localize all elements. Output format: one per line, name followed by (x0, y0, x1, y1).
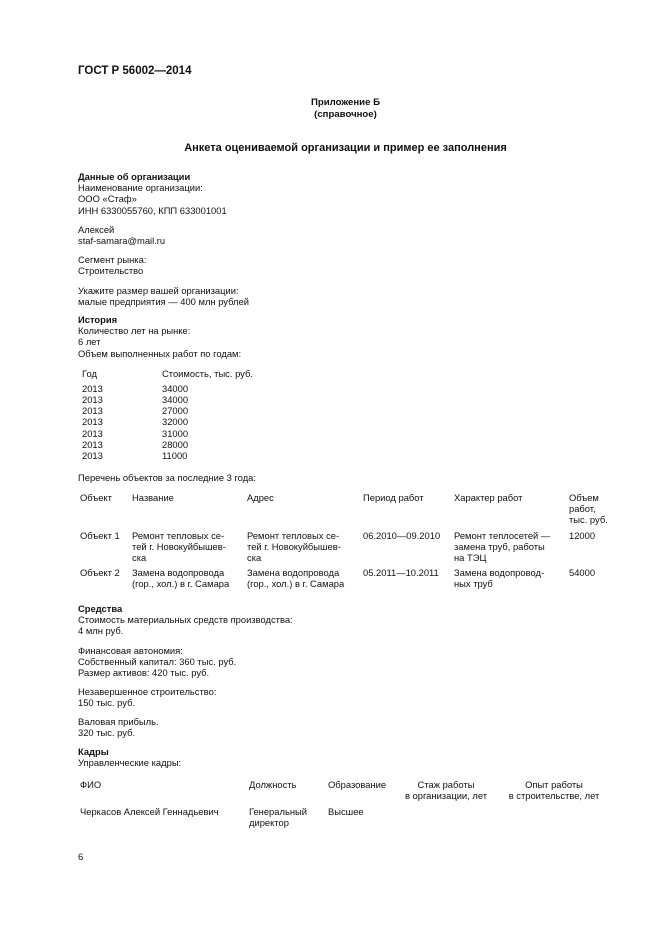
year-cell: 2013 (82, 382, 103, 394)
unfinished-section (78, 686, 216, 708)
history-heading: История (78, 314, 118, 325)
education-cell: Высшее (328, 806, 364, 817)
volume-label: Объем выполненных работ по годам: (78, 347, 242, 359)
staff-heading: Кадры (78, 746, 109, 757)
size-section (78, 285, 249, 307)
object-cell: Объект 2 (80, 567, 120, 578)
period-cell: 05.2011—10.2011 (363, 567, 439, 578)
work-type-cell: Замена водопровод- ных труб (454, 567, 545, 590)
contact-section (78, 224, 165, 246)
autonomy-label: Финансовая автономия: (78, 645, 183, 656)
fio-cell: ФИО (80, 779, 102, 790)
cost-cell: 34000 (162, 382, 189, 394)
appendix-title: Приложение Б (311, 97, 380, 108)
org-name-value: ООО «Стаф» (78, 193, 137, 205)
object-cell: Объект 1 (80, 530, 120, 541)
document-code: ГОСТ Р 56002—2014 (78, 65, 192, 77)
appendix-heading (0, 97, 661, 121)
object-cell: Объект (80, 492, 112, 503)
org-name-label: Наименование организации: (78, 182, 203, 194)
cost-cell: Стоимость, тыс. руб. (162, 368, 253, 379)
gross-value: 320 тыс. руб. (78, 727, 136, 739)
assets-label: Стоимость материальных средств производства: (78, 614, 293, 626)
cost-cell: 31000 (162, 427, 189, 439)
autonomy-section (78, 645, 236, 679)
table-row (82, 383, 253, 394)
table-row (82, 450, 253, 461)
volume-cell: Объем работ, тыс. руб. (569, 492, 608, 526)
cost-cell: 11000 (162, 449, 188, 461)
cost-cell: 27000 (162, 405, 189, 417)
org-inn: ИНН 6330055760, КПП 633001001 (78, 204, 227, 216)
equity-value: Собственный капитал: 360 тыс. руб. (78, 656, 237, 668)
volume-cell: 12000 (569, 530, 596, 541)
table-row (82, 394, 253, 405)
size-label: Укажите размер вашей организации: (78, 285, 239, 296)
year-cell: 2013 (82, 427, 103, 439)
org-tenure-cell: Стаж работы в организации, лет (404, 779, 488, 802)
year-table-header (82, 368, 253, 379)
volume-cell: 54000 (569, 567, 596, 578)
work-type-cell: Характер работ (454, 492, 523, 503)
history-section (78, 314, 241, 359)
table-row (82, 416, 253, 427)
position-cell: Должность (249, 779, 297, 790)
assets-size-value: Размер активов: 420 тыс. руб. (78, 667, 210, 679)
contact-name: Алексей (78, 224, 115, 235)
page-number: 6 (78, 851, 84, 862)
address-cell: Замена водопровода (гор., хол.) в г. Самара (247, 567, 345, 590)
appendix-subtitle: (справочное) (314, 109, 377, 120)
mgmt-label: Управленческие кадры: (78, 757, 182, 769)
address-cell: Ремонт тепловых се- тей г. Новокуйбышев- ска (247, 530, 341, 564)
cost-cell: 34000 (162, 393, 189, 405)
fio-cell: Черкасов Алексей Геннадьевич (80, 806, 219, 817)
contact-email: staf-samara@mail.ru (78, 235, 166, 247)
education-cell: Образование (328, 779, 387, 790)
means-section (78, 603, 293, 637)
main-title: Анкета оцениваемой организации и пример ее заполнения (184, 142, 507, 154)
objects-label: Перечень объектов за последние 3 года: (78, 472, 256, 483)
years-value: 6 лет (78, 336, 101, 348)
gross-label: Валовая прибыль. (78, 716, 159, 727)
table-row (82, 428, 253, 439)
means-heading: Средства (78, 603, 123, 614)
org-section (78, 171, 227, 216)
unfinished-value: 150 тыс. руб. (78, 697, 136, 709)
unfinished-label: Незавершенное строительство: (78, 686, 217, 697)
construction-experience-cell: Опыт работы в строительстве, лет (508, 779, 600, 802)
position-cell: Генеральный директор (249, 806, 307, 829)
year-cell: Год (82, 368, 97, 379)
cost-cell: 32000 (162, 416, 189, 428)
org-heading: Данные об организации (78, 171, 191, 182)
period-cell: Период работ (363, 492, 424, 503)
name-cell: Ремонт тепловых се- тей г. Новокуйбышев- ска (132, 530, 226, 564)
staff-section (78, 746, 181, 768)
segment-label: Сегмент рынка: (78, 254, 147, 265)
year-cell: 2013 (82, 438, 103, 450)
year-cell: 2013 (82, 449, 103, 461)
size-value: малые предприятия — 400 млн рублей (78, 296, 249, 308)
table-row (82, 439, 253, 450)
segment-section (78, 254, 146, 276)
gross-section (78, 716, 159, 738)
address-cell: Адрес (247, 492, 274, 503)
work-type-cell: Ремонт теплосетей — замена труб, работы на ТЭЦ (454, 530, 551, 564)
year-cell: 2013 (82, 405, 103, 417)
cost-cell: 28000 (162, 438, 189, 450)
year-cell: 2013 (82, 393, 103, 405)
period-cell: 06.2010—09.2010 (363, 530, 441, 541)
segment-value: Строительство (78, 265, 144, 277)
year-cell: 2013 (82, 416, 103, 428)
name-cell: Замена водопровода (гор., хол.) в г. Самара (132, 567, 230, 590)
name-cell: Название (132, 492, 174, 503)
table-row (82, 405, 253, 416)
year-table (82, 368, 253, 461)
years-label: Количество лет на рынке: (78, 325, 191, 337)
assets-value: 4 млн руб. (78, 625, 124, 637)
